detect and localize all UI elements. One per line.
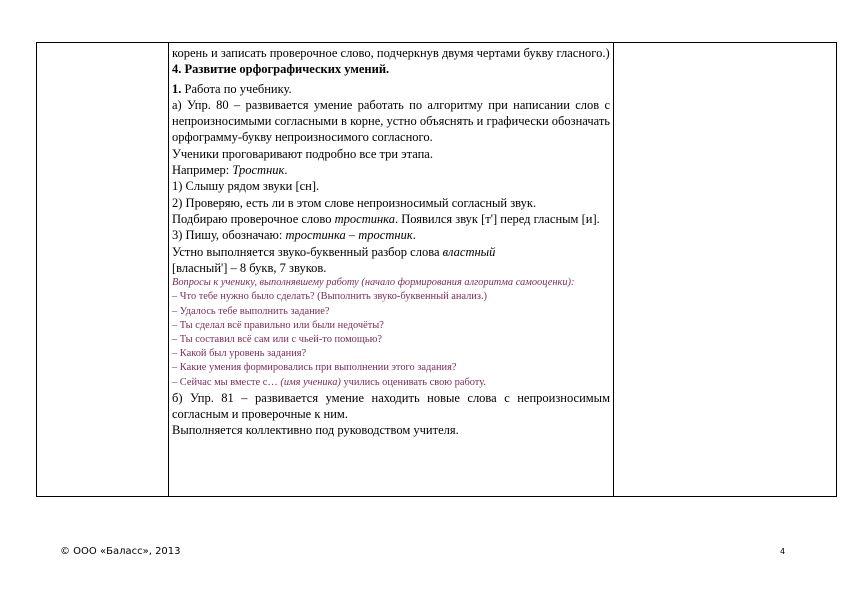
exercise-81: б) Упр. 81 – развивается умение находить новые слова с непроизносимым согласным и проверочные к ним. [172, 390, 610, 422]
transcription-text: [власный'] – 8 букв, 7 звуков. [172, 260, 327, 275]
analysis-start: Устно выполняется звуко-буквенный разбор слова [172, 244, 443, 259]
exercise-80: а) Упр. 80 – развивается умение работать по алгоритму при написании слов с непроизносимыми согласными в корне, устно объяснять и графически обозначать орфограмму-букву непроизносимого согласного. [172, 97, 610, 145]
step-3-start: 3) Пишу, обозначаю: [172, 228, 286, 243]
question-item: – Ты составил всё сам или с чьей-то помощью? [172, 333, 382, 345]
pronounce-line: Ученики проговаривают подробно все три этапа. [172, 146, 433, 161]
lesson-content-cell [172, 45, 610, 439]
example-prefix: Например: [172, 163, 233, 178]
question-item-last [172, 376, 610, 390]
question-item: – Какой был уровень задания? [172, 348, 307, 360]
step-2b-word: тростинка [334, 211, 395, 226]
task-1-text: Работа по учебнику. [181, 81, 292, 96]
question-item: – Ты сделал всё правильно или были недочёты? [172, 319, 384, 331]
column-divider-left [168, 43, 169, 496]
task-1 [172, 81, 610, 97]
step-2b [172, 211, 610, 227]
questions-intro-text: Вопросы к ученику, выполнявшему работу (начало формирования алгоритма самооценки): [172, 277, 575, 289]
step-3-words: тростинка – тростник [285, 228, 413, 243]
questions-list [172, 290, 610, 389]
example-word: Тростник [232, 163, 285, 178]
example-suffix: . [284, 163, 288, 178]
step-2: 2) Проверяю, есть ли в этом слове непроизносимый согласный звук. [172, 195, 537, 210]
last-question-name: (имя ученика) [280, 376, 341, 388]
question-item: – Какие умения формировались при выполнении этого задания? [172, 362, 457, 374]
column-divider-right [613, 43, 614, 496]
section-heading: 4. Развитие орфографических умений. [172, 62, 390, 77]
lesson-table [36, 42, 837, 497]
step-2b-start: Подбираю проверочное слово [172, 211, 335, 226]
step-1: 1) Слышу рядом звуки [сн]. [172, 179, 320, 194]
question-item: – Что тебе нужно было сделать? (Выполнить звуко-буквенный анализ.) [172, 291, 488, 303]
step-3-end: . [412, 228, 416, 243]
transcription-line [172, 260, 610, 276]
page-number: 4 [780, 547, 786, 556]
copyright: © ООО «Баласс», 2013 [60, 546, 181, 557]
collective-line: Выполняется коллективно под руководством учителя. [172, 423, 459, 438]
analysis-word: властный [442, 244, 496, 259]
step-2b-end: . Появился звук [т'] перед гласным [и]. [394, 211, 600, 226]
step-3 [172, 227, 610, 243]
intro-line: корень и записать проверочное слово, подчеркнув двумя чертами букву гласного.) [172, 46, 610, 60]
example-line [172, 162, 610, 178]
analysis-line [172, 244, 610, 260]
questions-intro [172, 276, 610, 290]
task-1-number: 1. [172, 81, 182, 96]
question-item: – Удалось тебе выполнить задание? [172, 305, 330, 317]
last-question-end: учились оценивать свою работу. [340, 376, 486, 388]
last-question-start: – Сейчас мы вместе с… [172, 376, 281, 388]
